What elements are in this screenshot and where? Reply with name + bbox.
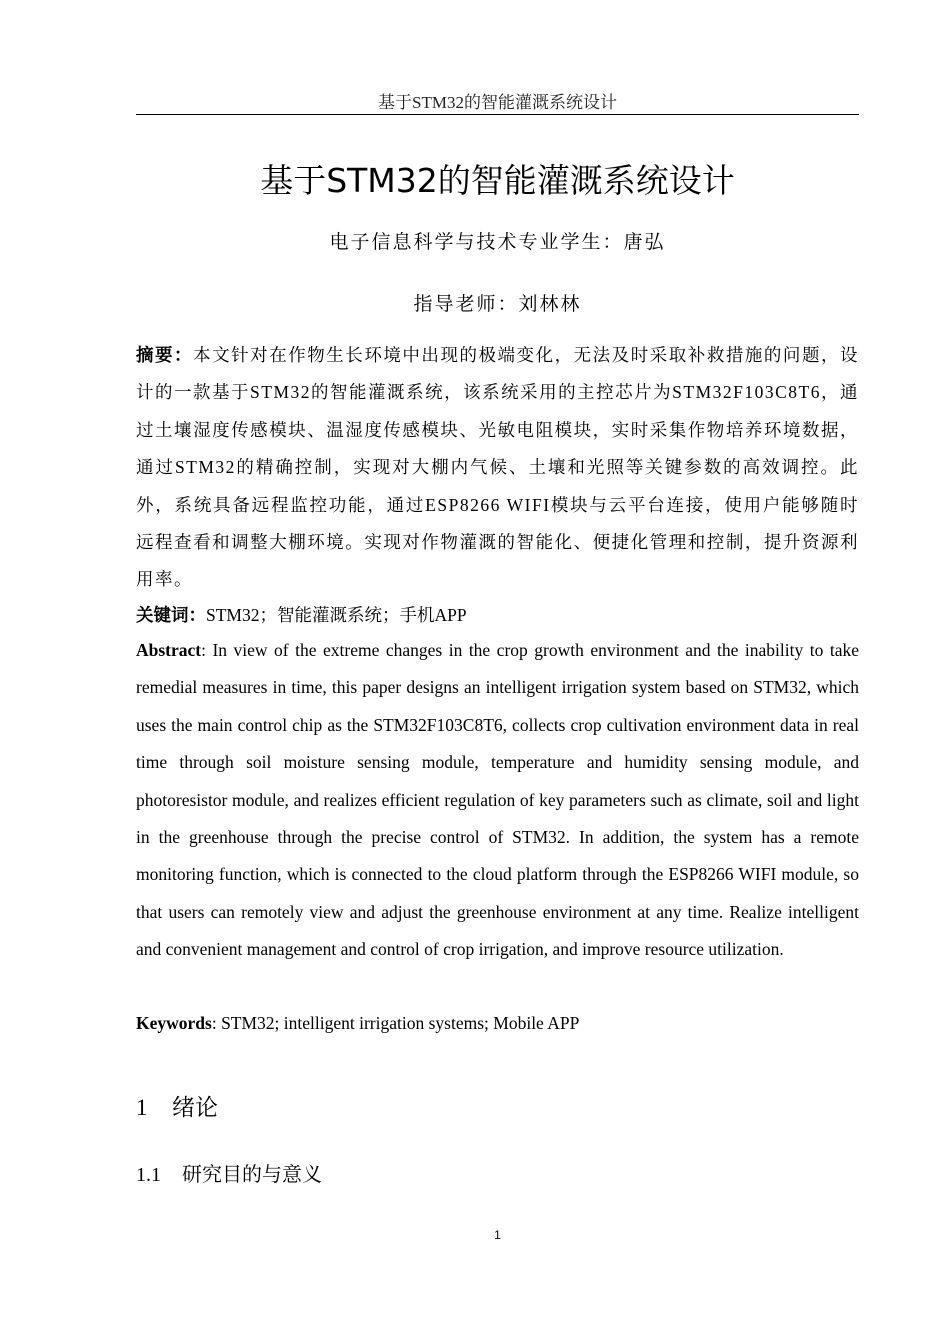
keywords-english-text: : STM32; intelligent irrigation systems; Mobile APP: [211, 1013, 580, 1033]
keywords-chinese-text: STM32；智能灌溉系统；手机APP: [206, 605, 467, 625]
abstract-chinese: [136, 337, 859, 599]
keywords-chinese-label: 关键词：: [136, 605, 206, 625]
subsection-number: 1.1: [136, 1164, 161, 1186]
section-heading-1-1: [136, 1158, 322, 1191]
document-title: 基于STM32的智能灌溉系统设计: [260, 161, 735, 200]
abstract-chinese-text: 本文针对在作物生长环境中出现的极端变化，无法及时采取补救措施的问题，设计的一款基于STM32的智能灌溉系统，该系统采用的主控芯片为STM32F103C8T6，通过土壤湿度传感模块、温湿度传感模块、光敏电阻模块，实时采集作物培养环境数据，通过STM32的精确控制，实现对大棚内气候、土壤和光照等关键参数的高效调控。此外，系统具备远程监控功能，通过ESP8266 WIFI模块与云平台连接，使用户能够随时远程查看和调整大棚环境。实现对作物灌溉的智能化、便捷化管理和控制，提升资源利用率。: [136, 345, 860, 590]
keywords-chinese: [136, 597, 859, 634]
header-divider: [136, 114, 859, 115]
abstract-chinese-label: 摘要：: [136, 345, 194, 365]
keywords-english: [136, 1005, 859, 1042]
abstract-english: [136, 632, 859, 969]
advisor-line: 指导老师：刘林林: [413, 294, 582, 315]
student-line: 电子信息科学与技术专业学生：唐弘: [329, 232, 666, 253]
page-number: 1: [494, 1228, 501, 1242]
section-heading-1: [136, 1090, 218, 1126]
section-title: 绪论: [172, 1095, 218, 1121]
section-number: 1: [136, 1095, 148, 1120]
subsection-title: 研究目的与意义: [182, 1162, 322, 1186]
abstract-english-text: : In view of the extreme changes in the crop growth environment and the inability to take remedial measures in time, this paper designs an intelligent irrigation system based on STM32, which uses the main control chip as the STM32F103C8T6, collects crop cultivation environment data in real time through soil moisture sensing module, temperature and humidity sensing module, and photoresistor module, and realizes efficient regulation of key parameters such as climate, soil and light in the greenhouse through the precise control of STM32. In addition, the system has a remote monitoring function, which is connected to the cloud platform through the ESP8266 WIFI module, so that users can remotely view and adjust the greenhouse environment at any time. Realize intelligent and convenient management and control of crop irrigation, and improve resource utilization.: [136, 640, 859, 960]
running-header: 基于STM32的智能灌溉系统设计: [378, 93, 617, 112]
keywords-english-label: Keywords: [136, 1013, 212, 1033]
abstract-english-label: Abstract: [136, 640, 202, 660]
